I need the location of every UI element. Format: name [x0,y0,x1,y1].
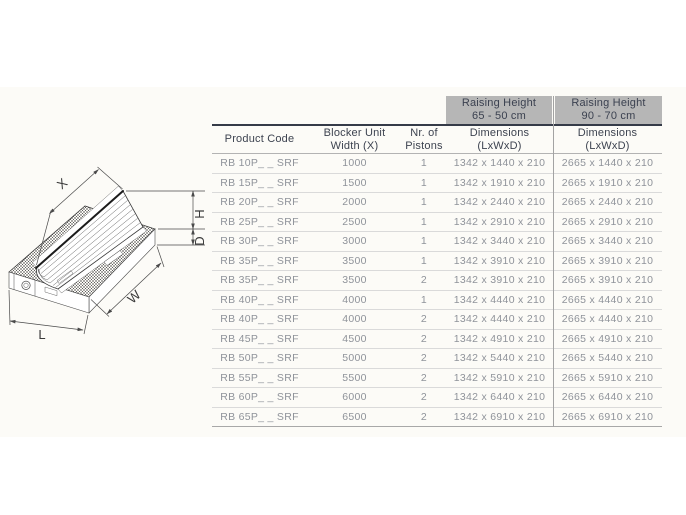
dim-label-d: D [192,236,207,246]
table-row [212,388,662,408]
table-row [212,408,662,428]
table-row [212,232,662,252]
pistons-cell: 2 [420,391,428,404]
product-code-cell: RB 10P_ _ SRF [220,157,299,170]
dimensions-65-50-cell: 1342 x 6910 x 210 [453,410,546,423]
col-header-product-code: Product Code [224,133,295,146]
conduit-hole [22,281,30,289]
dim-label-h: H [192,209,207,219]
blocker-width-cell: 6500 [342,410,367,423]
table-row [212,310,662,330]
product-code-cell: RB 40P_ _ SRF [220,293,299,306]
dim-label-x: X [53,175,71,193]
product-code-cell: RB 45P_ _ SRF [220,332,299,345]
blocker-width-cell: 2000 [342,196,367,209]
dimensions-65-50-cell: 1342 x 1910 x 210 [453,176,546,189]
raising-height-title: Raising Height [461,97,537,109]
blocker-width-cell: 3500 [342,274,367,287]
dimensions-65-50-cell: 1342 x 3910 x 210 [453,254,546,267]
dimensions-90-70-cell: 2665 x 1910 x 210 [561,176,654,189]
dimensions-65-50-cell: 1342 x 3910 x 210 [453,274,546,287]
dim-label-w: W [124,287,144,307]
raising-height-range: 90 - 70 cm [581,110,636,122]
dimensions-65-50-cell: 1342 x 3440 x 210 [453,235,546,248]
pistons-cell: 1 [420,215,428,228]
product-code-cell: RB 60P_ _ SRF [220,391,299,404]
dimensions-65-50-cell: 1342 x 1440 x 210 [453,157,546,170]
pistons-cell: 1 [420,157,428,170]
table-row [212,349,662,369]
dimensions-90-70-cell: 2665 x 4440 x 210 [561,293,654,306]
pistons-cell: 1 [420,176,428,189]
road-blocker-drawing [0,158,212,348]
dimensions-90-70-cell: 2665 x 6440 x 210 [561,391,654,404]
dimensions-90-70-cell: 2665 x 1440 x 210 [561,157,654,170]
pistons-cell: 1 [420,196,428,209]
pistons-cell: 1 [420,235,428,248]
dim-label-l: L [38,327,46,342]
product-code-cell: RB 35P_ _ SRF [220,274,299,287]
product-code-cell: RB 55P_ _ SRF [220,371,299,384]
column-divider [553,96,554,427]
table-row [212,213,662,233]
dimensions-65-50-cell: 1342 x 6440 x 210 [453,391,546,404]
dimensions-90-70-cell: 2665 x 3910 x 210 [561,274,654,287]
pistons-cell: 2 [420,371,428,384]
table-row [212,271,662,291]
table-row [212,154,662,174]
product-code-cell: RB 35P_ _ SRF [220,254,299,267]
col-header-dimensions-65-50: Dimensions (LxWxD) [469,127,530,152]
dimensions-65-50-cell: 1342 x 5910 x 210 [453,371,546,384]
pistons-cell: 1 [420,254,428,267]
product-code-cell: RB 15P_ _ SRF [220,176,299,189]
blocker-width-cell: 4000 [342,313,367,326]
dimensions-90-70-cell: 2665 x 5440 x 210 [561,352,654,365]
dimensions-65-50-cell: 1342 x 2440 x 210 [453,196,546,209]
table-body [212,154,662,427]
pistons-cell: 2 [420,410,428,423]
dimensions-90-70-cell: 2665 x 4910 x 210 [561,332,654,345]
blocker-width-cell: 1500 [342,176,367,189]
dimensions-90-70-cell: 2665 x 5910 x 210 [561,371,654,384]
dimensions-90-70-cell: 2665 x 2440 x 210 [561,196,654,209]
raising-height-header-65-50 [446,96,552,124]
pistons-cell: 2 [420,332,428,345]
blocker-width-cell: 5000 [342,352,367,365]
raising-height-title: Raising Height [571,97,646,109]
col-header-dimensions-90-70: Dimensions (LxWxD) [577,127,638,152]
raising-height-header-90-70 [555,96,662,124]
product-code-cell: RB 40P_ _ SRF [220,313,299,326]
dimensions-65-50-cell: 1342 x 4440 x 210 [453,293,546,306]
dimensions-65-50-cell: 1342 x 5440 x 210 [453,352,546,365]
col-header-blocker-width: Blocker Unit Width (X) [323,127,386,152]
col-header-pistons: Nr. of Pistons [405,127,443,152]
dimensions-90-70-cell: 2665 x 3440 x 210 [561,235,654,248]
pistons-cell: 2 [420,274,428,287]
product-code-cell: RB 20P_ _ SRF [220,196,299,209]
blocker-width-cell: 6000 [342,391,367,404]
blocker-width-cell: 5500 [342,371,367,384]
raising-height-strip [212,96,662,124]
table-row [212,291,662,311]
dimensions-65-50-cell: 1342 x 2910 x 210 [453,215,546,228]
blocker-width-cell: 3500 [342,254,367,267]
pistons-cell: 2 [420,352,428,365]
dimensions-65-50-cell: 1342 x 4440 x 210 [453,313,546,326]
blocker-width-cell: 2500 [342,215,367,228]
dimensions-65-50-cell: 1342 x 4910 x 210 [453,332,546,345]
dimensions-90-70-cell: 2665 x 4440 x 210 [561,313,654,326]
table-row [212,174,662,194]
table-row [212,369,662,389]
dimensions-90-70-cell: 2665 x 2910 x 210 [561,215,654,228]
table-row [212,330,662,350]
raising-height-range: 65 - 50 cm [472,110,526,122]
blocker-width-cell: 4500 [342,332,367,345]
pistons-cell: 2 [420,313,428,326]
product-code-cell: RB 30P_ _ SRF [220,235,299,248]
dimensions-90-70-cell: 2665 x 6910 x 210 [561,410,654,423]
product-code-cell: RB 25P_ _ SRF [220,215,299,228]
product-code-cell: RB 50P_ _ SRF [220,352,299,365]
spec-table [212,96,662,427]
dimensions-90-70-cell: 2665 x 3910 x 210 [561,254,654,267]
blocker-width-cell: 4000 [342,293,367,306]
pistons-cell: 1 [420,293,428,306]
table-row [212,193,662,213]
product-code-cell: RB 65P_ _ SRF [220,410,299,423]
blocker-width-cell: 3000 [342,235,367,248]
table-header-row [212,126,662,154]
blocker-width-cell: 1000 [342,157,367,170]
table-row [212,252,662,272]
